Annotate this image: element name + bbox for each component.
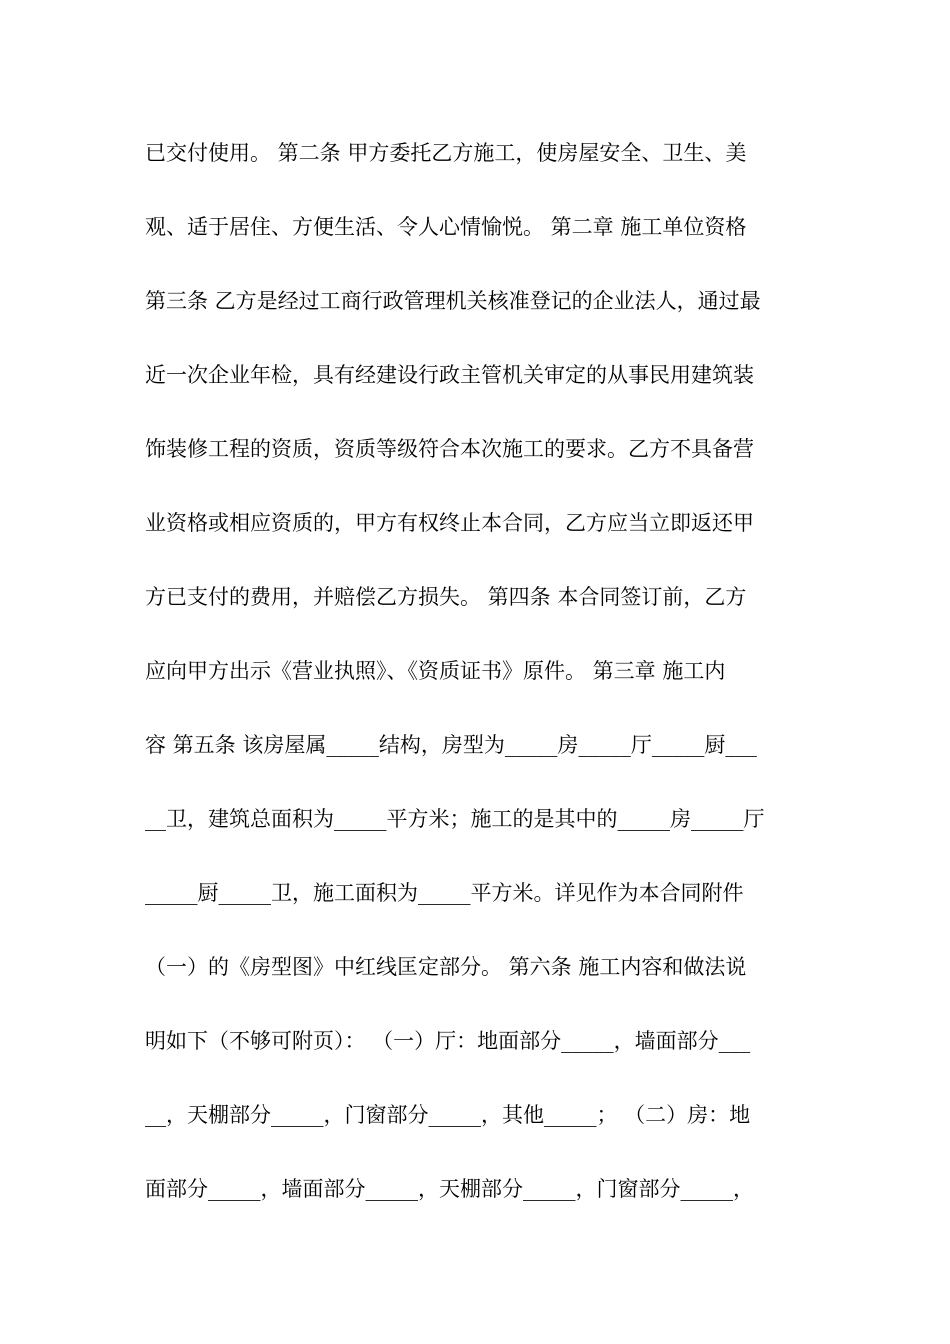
text-line-10: __卫，建筑总面积为_____平方米；施工的是其中的_____房_____厅 xyxy=(145,807,765,831)
text-line-2: 观、适于居住、方便生活、令人心情愉悦。 第二章 施工单位资格 xyxy=(145,215,747,239)
text-line-14: __，天棚部分_____，门窗部分_____，其他_____； （二）房：地 xyxy=(145,1103,751,1127)
text-line-4: 近一次企业年检，具有经建设行政主管机关审定的从事民用建筑装 xyxy=(145,363,754,387)
text-line-6: 业资格或相应资质的，甲方有权终止本合同，乙方应当立即返还甲 xyxy=(145,511,754,535)
text-line-12: （一）的《房型图》中红线匡定部分。 第六条 施工内容和做法说 xyxy=(145,955,747,979)
text-line-15: 面部分_____，墙面部分_____，天棚部分_____，门窗部分_____， xyxy=(145,1177,754,1201)
text-line-8: 应向甲方出示《营业执照》、《资质证书》原件。 第三章 施工内 xyxy=(145,659,726,683)
text-line-5: 饰装修工程的资质，资质等级符合本次施工的要求。乙方不具备营 xyxy=(145,437,754,461)
text-line-1: 已交付使用。 第二条 甲方委托乙方施工，使房屋安全、卫生、美 xyxy=(145,141,747,165)
text-line-7: 方已支付的费用，并赔偿乙方损失。 第四条 本合同签订前，乙方 xyxy=(145,585,747,609)
contract-body-text xyxy=(145,125,815,1235)
text-line-9: 容 第五条 该房屋属_____结构，房型为_____房_____厅_____厨___ xyxy=(145,733,757,757)
text-line-13: 明如下（不够可附页）： （一）厅：地面部分_____，墙面部分___ xyxy=(145,1029,751,1053)
text-line-3: 第三条 乙方是经过工商行政管理机关核准登记的企业法人，通过最 xyxy=(145,289,761,313)
text-line-11: _____厨_____卫，施工面积为_____平方米。详见作为本合同附件 xyxy=(145,881,744,905)
